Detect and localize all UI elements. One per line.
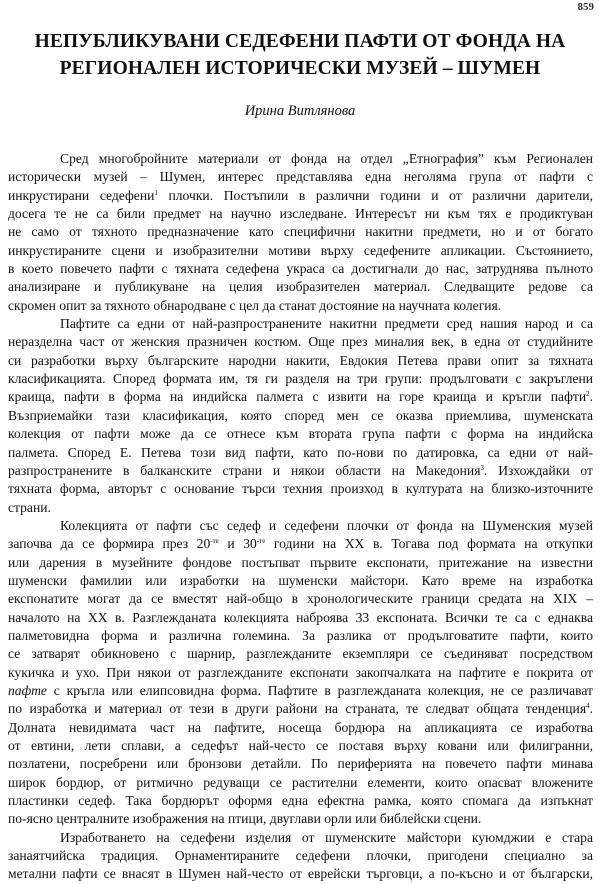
footnote-ref: 3 bbox=[480, 463, 484, 472]
text-run: години на ХХ в. Тогава под формата на откупки bbox=[265, 536, 593, 552]
text-line: началото на ХХ в. Разглежданата колекцията наброява 33 експоната. Всички те са с еднаква bbox=[8, 609, 593, 625]
text-line: или дарения в музейните фондове постъпват първите експонати, притежание на известни bbox=[8, 554, 593, 570]
text-line: страни. bbox=[8, 499, 51, 515]
text-line: позлатени, посребрени или бронзови детайли. По периферията на повечето пафти минава bbox=[8, 756, 593, 772]
text-line: Възприемайки тази класификация, която според мен се оказва приемлива, шуменската bbox=[8, 407, 593, 423]
text-line: палметовидна форма и различна големина. За разлика от продълговатите пафти, които bbox=[8, 627, 593, 643]
title-line-1: НЕПУБЛИКУВАНИ СЕДЕФЕНИ ПАФТИ ОТ ФОНДА НА bbox=[34, 31, 566, 52]
text-line: тяхната форма, авторът с основание търси техния произход в културата на близко-източните bbox=[8, 481, 593, 497]
article-body bbox=[8, 150, 593, 884]
text-line: исторически музей – Шумен, интерес представлява една неголяма група от пафти с bbox=[8, 169, 593, 185]
text-line: Сред многобройните материали от фонда на отдел „Етнография” към Регионален bbox=[60, 151, 593, 166]
footnote-ref: -те bbox=[210, 537, 219, 546]
text-line: шуменски фамилии или изработки на шуменски майстори. Като време на изработка bbox=[8, 572, 593, 588]
text-run: с кръгла или елипсовидна форма. Пафтите в разглежданата колекция, не се различават bbox=[46, 682, 593, 698]
text-line: класификацията. Според формата им, тя ги разделя на три групи: продълговати с закръглени bbox=[8, 371, 593, 387]
text-run: и 30 bbox=[218, 536, 257, 552]
text-line: скромен опит за тяхното обнародване с цел да станат достояние на научната колегия. bbox=[8, 297, 502, 313]
text-run: по изработка и материал от тези в други райони на страната, те следват общата тенденция bbox=[8, 701, 587, 717]
text-line: колекция от пафти може да се отнесе към втората група пафти с форма на индийска bbox=[8, 426, 593, 442]
footnote-ref: 1 bbox=[154, 188, 158, 197]
text-run: плочки. Постъпили в различни години и от различни дарители, bbox=[157, 187, 593, 203]
text-run: инкрустирани седефени bbox=[8, 187, 155, 203]
text-line: широк бордюр, от ритмично редуващи се растителни елементи, които опасват вложените bbox=[8, 774, 593, 790]
text-run: . bbox=[589, 701, 593, 717]
text-line: от евтини, лети сплави, а седефът най-често се поставя върху ковани или филигранни, bbox=[8, 738, 593, 753]
italic-term: пафте bbox=[8, 682, 47, 698]
text-run: . Изхождайки от bbox=[483, 462, 593, 478]
page-number: 859 bbox=[577, 1, 594, 13]
text-line bbox=[8, 700, 593, 718]
text-line: палмета. Според Е. Петева този вид пафти, като по-нови по датировка, са едни от най- bbox=[8, 444, 593, 460]
text-line: анализиране и публикуване на целия изобразителен материал. Следващите редове са bbox=[8, 279, 593, 295]
text-line: пластинки седеф. Така бордюрът оформя една ефектна рамка, която спомага да изпъкнат bbox=[8, 793, 593, 809]
text-line: Пафтите са едни от най-разпространените накитни предмети сред нашия народ и са bbox=[60, 316, 593, 332]
text-run: краища, пафти в форма на индийска палмета с извити на горе краища и кръгли пафти bbox=[8, 389, 587, 405]
text-line: занаятчийска традиция. Орнаментираните седефени плочки, пригодени специално за bbox=[8, 848, 593, 864]
text-line: не само от тяхното предназначение като специфични накитни предмети, но и от богато bbox=[8, 224, 593, 240]
text-line bbox=[8, 388, 593, 406]
title-line-2: РЕГИОНАЛЕН ИСТОРИЧЕСКИ МУЗЕЙ – ШУМЕН bbox=[59, 58, 541, 79]
text-line bbox=[8, 462, 593, 480]
text-line: в което повечето пафти с тяхната седефена украса са достигнали до нас, затруднява пълното bbox=[8, 261, 593, 277]
text-line bbox=[8, 187, 593, 205]
text-line: инкрустираните сцени и изобразителни мотиви върху седефените апликации. Състоянието, bbox=[8, 242, 593, 258]
footnote-ref: 2 bbox=[586, 390, 590, 399]
article-title bbox=[0, 28, 600, 82]
text-run: . bbox=[589, 389, 593, 405]
footnote-ref: 4 bbox=[586, 702, 590, 711]
footnote-ref: -те bbox=[256, 537, 266, 546]
text-line: досега те не са били предмет на научно изследване. Интересът ни към тях е продиктуван bbox=[8, 206, 593, 222]
text-line bbox=[8, 535, 593, 553]
author-name: Ирина Витлянова bbox=[244, 103, 356, 119]
text-run: разпространените в балканските страни и някои области на Македония bbox=[8, 462, 481, 478]
text-line: се затварят обикновено с шарнир, разглежданите екземпляри се съединяват посредством bbox=[8, 646, 593, 662]
text-line: по-ясно централните изображения на птици, двуглави орли или библейски сцени. bbox=[8, 811, 482, 827]
text-line: Колекцията от пафти със седеф и седефени плочки от фонда на Шуменския музей bbox=[60, 517, 593, 533]
text-line: Долната невидимата част на пафтите, носеща бордюра на апликацията се изработва bbox=[8, 719, 593, 735]
text-line bbox=[8, 682, 593, 700]
text-line: Изработването на седефени изделия от шуменските майстори куюмджии е стара bbox=[60, 829, 593, 845]
text-line: метални пафти се внасят в Шумен най-често от еврейски търговци, а по-късно и от български, bbox=[8, 866, 593, 882]
text-line: неразделна част от женския празничен костюм. Още през миналия век, в една от студийните bbox=[8, 334, 593, 350]
text-line: кукичка и ухо. При някои от разглежданите експонати закопчалката на пафтите е покрита от bbox=[8, 664, 593, 680]
text-line: експонатите могат да се вместят най-общо в хронологическите граници средата на ХІХ – bbox=[8, 591, 593, 607]
text-line: си разработки върху българските народни накити, Евдокия Петева прави опит за тяхната bbox=[8, 352, 593, 368]
text-run: започва да се формира през 20 bbox=[8, 536, 211, 552]
